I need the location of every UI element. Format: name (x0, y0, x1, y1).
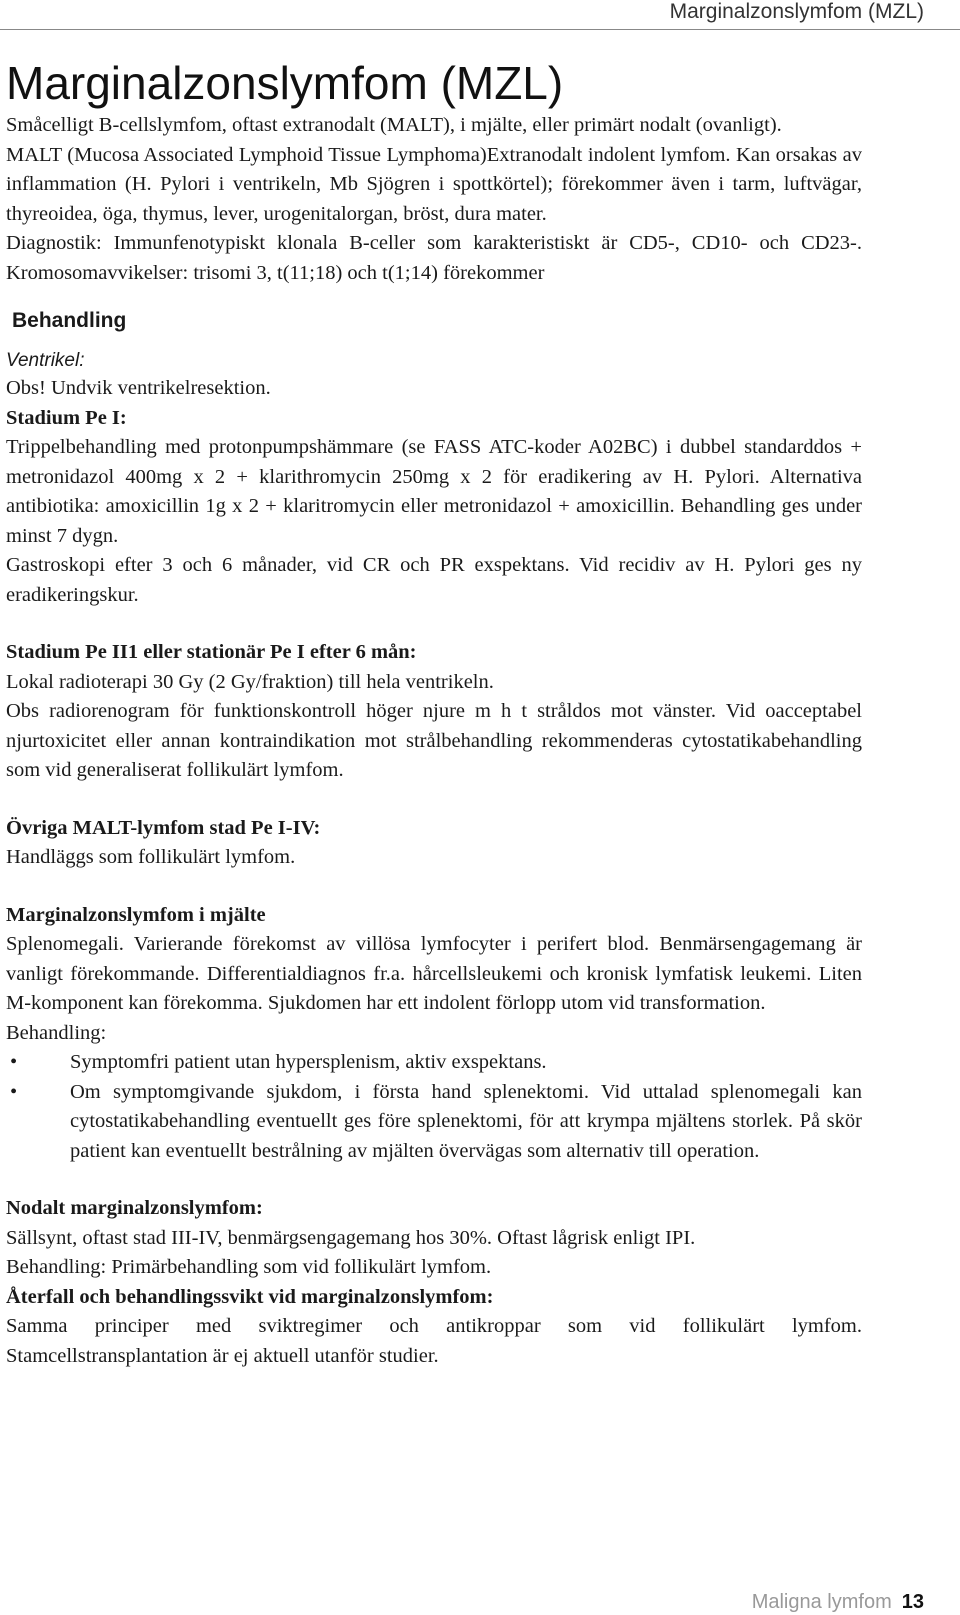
stage-1-heading: Stadium Pe I: (6, 406, 127, 429)
page-number: 13 (901, 1591, 924, 1613)
page-title: Marginalzonslymfom (MZL) (6, 57, 564, 109)
stage-2-heading: Stadium Pe II1 eller stationär Pe I efter 6 mån: (6, 641, 417, 663)
list-item (6, 1078, 862, 1167)
intro-paragraph-3: Diagnostik: Immunfenotypiskt klonala B-celler som karakteristiskt är CD5-, CD10- och CD23-. Kromosomavvikelser: trisomi 3, t(11;18) och t(1;14) förekommer (6, 232, 862, 284)
ventrikel-subheading: Ventrikel: (6, 350, 85, 371)
mjalte-treatment-list (6, 1048, 862, 1166)
intro-paragraph-1: Småcelligt B-cellslymfom, oftast extranodalt (MALT), i mjälte, eller primärt nodalt (ovanligt). (6, 114, 782, 136)
other-malt-heading: Övriga MALT-lymfom stad Pe I-IV: (6, 816, 321, 839)
spacer (6, 786, 862, 814)
stage-2-paragraph-1: Lokal radioterapi 30 Gy (2 Gy/fraktion) till hela ventrikeln. (6, 670, 494, 693)
bullet-icon: • (10, 1080, 18, 1103)
other-malt-paragraph: Handläggs som follikulärt lymfom. (6, 846, 296, 868)
list-item-text: Symptomfri patient utan hypersplenism, aktiv exspektans. (70, 1051, 547, 1073)
mjalte-paragraph: Splenomegali. Varierande förekomst av villösa lymfocyter i perifert blod. Benmärsengagemang är vanligt förekommande. Differentialdiagnos fr.a. hårcellsleukemi och kronisk lymfatisk leukemi. Liten M-komponent kan förekomma. Sjukdomen har ett indolent förlopp utom vid transformation. (6, 933, 862, 1014)
running-header: Marginalzonslymfom (MZL) (669, 0, 924, 23)
nodal-heading: Nodalt marginalzonslymfom: (6, 1197, 263, 1219)
nodal-paragraph-2: Behandling: Primärbehandling som vid follikulärt lymfom. (6, 1256, 492, 1278)
mjalte-behandling-label: Behandling: (6, 1021, 107, 1044)
spacer (6, 1166, 862, 1194)
nodal-paragraph-1: Sällsynt, oftast stad III-IV, benmärgsengagemang hos 30%. Oftast lågrisk enligt IPI. (6, 1226, 696, 1249)
behandling-heading: Behandling (12, 309, 127, 332)
page-content (6, 55, 862, 1371)
page-footer (752, 1591, 924, 1614)
footer-label: Maligna lymfom (751, 1591, 892, 1613)
stage-1-paragraph-2: Gastroskopi efter 3 och 6 månader, vid CR och PR exspektans. Vid recidiv av H. Pylori ges ny eradikeringskur. (6, 554, 862, 606)
intro-paragraph-2: MALT (Mucosa Associated Lymphoid Tissue Lymphoma)Extranodalt indolent lymfom. Kan orsakas av inflammation (H. Pylori i ventrikeln, Mb Sjögren i spottkörtel); förekommer även i tarm, luftvägar, thyreoidea, öga, thymus, lever, urogenitalorgan, bröst, dura mater. (6, 143, 862, 225)
stage-1-paragraph-1: Trippelbehandling med protonpumpshämmare (se FASS ATC-koder A02BC) i dubbel standarddos + metronidazol 400mg x 2 + klarithromycin 250mg x 2 för eradikering av H. Pylori. Alternativa antibiotika: amoxicillin 1g x 2 + klaritromycin eller metronidazol + amoxicillin. Behandling ges under minst 7 dygn. (6, 436, 862, 547)
spacer (6, 873, 862, 901)
relapse-paragraph: Samma principer med sviktregimer och antikroppar som vid follikulärt lymfom. Stamcellstransplantation är ej aktuell utanför studier. (6, 1315, 862, 1367)
list-item-text: Om symptomgivande sjukdom, i första hand splenektomi. Vid uttalad splenomegali kan cytostatikabehandling eventuellt ges före splenektomi, för att krympa mjältens storlek. På skör patient kan eventuellt bestrålning av mjälten övervägas som alternativ till operation. (70, 1080, 862, 1162)
relapse-heading: Återfall och behandlingssvikt vid marginalzonslymfom: (6, 1285, 494, 1308)
spacer (6, 610, 862, 638)
list-item (6, 1048, 862, 1078)
stage-2-paragraph-2: Obs radiorenogram för funktionskontroll höger njure m h t stråldos mot vänster. Vid oacceptabel njurtoxicitet eller annan kontraindikation mot strålbehandling rekommenderas cytostatikabehandling som vid generaliserat follikulärt lymfom. (6, 700, 862, 781)
mjalte-heading: Marginalzonslymfom i mjälte (6, 903, 266, 926)
obs-note: Obs! Undvik ventrikelresektion. (6, 377, 271, 399)
header-rule (0, 29, 960, 30)
bullet-icon: • (10, 1051, 18, 1073)
